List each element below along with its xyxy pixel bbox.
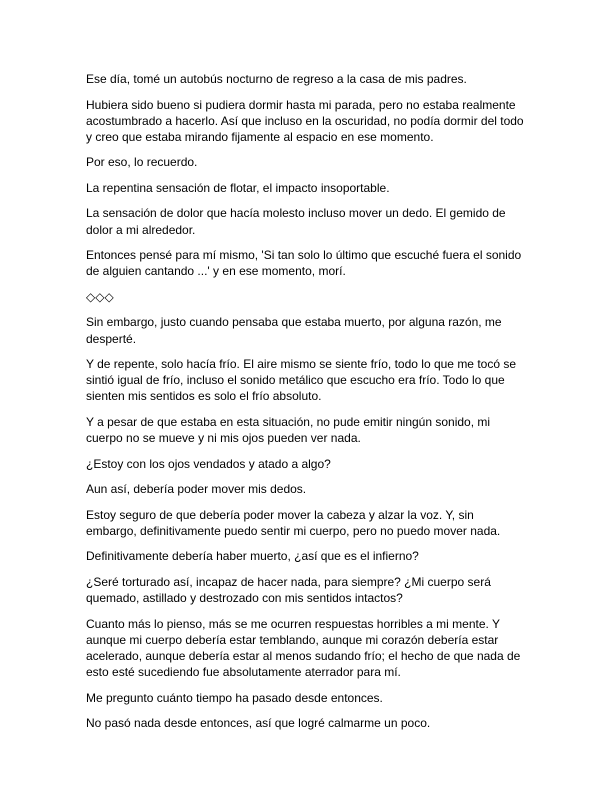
paragraph: Definitivamente debería haber muerto, ¿así que es el infierno? xyxy=(86,549,419,564)
paragraph: La repentina sensación de flotar, el impacto insoportable. xyxy=(86,180,390,195)
paragraph: ¿Seré torturado así, incapaz de hacer nada, para siempre? ¿Mi cuerpo será quemado, astillado y destrozado con mis sentidos intactos? xyxy=(86,574,491,606)
paragraph: Entonces pensé para mí mismo, 'Si tan solo lo último que escuché fuera el sonido de alguien cantando ...' y en ese momento, morí. xyxy=(86,248,522,279)
paragraph: No pasó nada desde entonces, así que logré calmarme un poco. xyxy=(86,716,431,731)
paragraph: Hubiera sido bueno si pudiera dormir hasta mi parada, pero no estaba realmente acostumbrado a hacerlo. Así que incluso en la oscuridad, no podía dormir del todo y creo que estaba mirando fijamente al espacio en ese momento. xyxy=(86,97,524,144)
paragraph: Y de repente, solo hacía frío. El aire mismo se siente frío, todo lo que me tocó se sintió igual de frío, incluso el sonido metálico que escucho era frío. Todo lo que sienten mis sentidos es solo el frío absoluto. xyxy=(86,357,517,404)
paragraph: Sin embargo, justo cuando pensaba que estaba muerto, por alguna razón, me desperté. xyxy=(86,315,502,346)
paragraph: Estoy seguro de que debería poder mover la cabeza y alzar la voz. Y, sin embargo, definitivamente puedo sentir mi cuerpo, pero no puedo mover nada. xyxy=(86,507,501,538)
paragraph: Ese día, tomé un autobús nocturno de regreso a la casa de mis padres. xyxy=(86,72,467,86)
paragraph: Me pregunto cuánto tiempo ha pasado desde entonces. xyxy=(86,690,383,705)
paragraph: Por eso, lo recuerdo. xyxy=(86,155,198,170)
scene-break: ◇◇◇ xyxy=(86,289,114,304)
paragraph: ¿Estoy con los ojos vendados y atado a algo? xyxy=(86,456,331,471)
paragraph: Y a pesar de que estaba en esta situación, no pude emitir ningún sonido, mi cuerpo no se mueve y ni mis ojos pueden ver nada. xyxy=(86,414,491,446)
paragraph: Aun así, debería poder mover mis dedos. xyxy=(86,482,307,497)
paragraph: Cuanto más lo pienso, más se me ocurren respuestas horribles a mi mente. Y aunque mi cuerpo debería estar temblando, aunque mi corazón debería estar acelerado, aunque debería estar al menos sudando frío; el hecho de que nada de esto esté sucediendo fue absolutamente aterrador para mí. xyxy=(86,616,521,680)
paragraph: La sensación de dolor que hacía molesto incluso mover un dedo. El gemido de dolor a mi alrededor. xyxy=(86,206,506,237)
body-text xyxy=(86,71,526,741)
